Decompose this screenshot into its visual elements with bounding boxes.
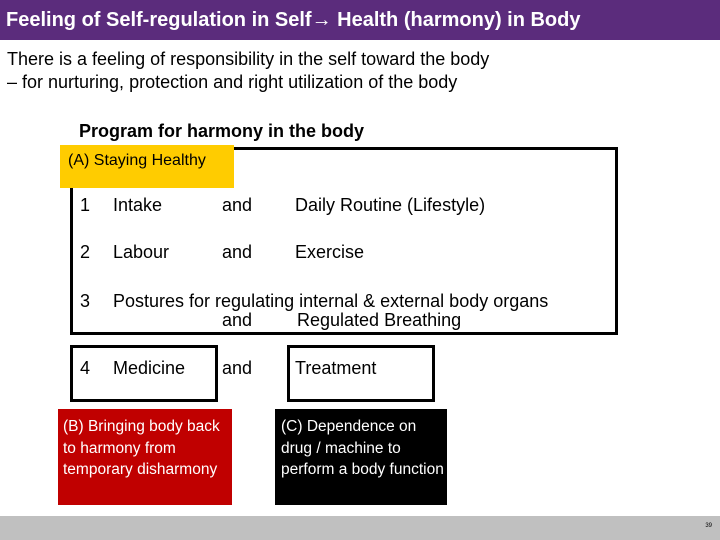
row-1-left: Intake — [113, 195, 163, 215]
row-2-and: and — [222, 242, 253, 262]
intro-line-2: – for nurturing, protection and right utilization of the body — [7, 72, 458, 92]
slide-title — [0, 0, 720, 40]
section-b-box: (B) Bringing body back to harmony from temporary disharmony — [58, 409, 232, 505]
row-4-left: Medicine — [113, 358, 186, 378]
row-4-number: 4 — [80, 358, 91, 378]
arrow-icon: → — [311, 9, 332, 31]
row-4-right: Treatment — [295, 358, 377, 378]
title-part-1: Feeling of Self-regulation in Self — [6, 9, 312, 31]
row-1-right: Daily Routine (Lifestyle) — [295, 195, 486, 215]
row-1-number: 1 — [80, 195, 91, 215]
row-3-and: and — [222, 310, 253, 330]
intro-text — [7, 48, 707, 94]
row-4-and: and — [222, 358, 253, 378]
program-heading: Program for harmony in the body — [79, 121, 365, 141]
section-c-box: (C) Dependence on drug / machine to perform a body function — [275, 409, 447, 505]
row-2-right: Exercise — [295, 242, 365, 262]
row-1-and: and — [222, 195, 253, 215]
footer-bar — [0, 516, 720, 540]
section-a-label: (A) Staying Healthy — [60, 145, 234, 188]
row-3-number: 3 — [80, 291, 91, 311]
intro-line-1: There is a feeling of responsibility in the self toward the body — [7, 49, 490, 69]
title-part-2: Health (harmony) in Body — [331, 9, 581, 31]
row-2-number: 2 — [80, 242, 91, 262]
row-3-right: Regulated Breathing — [297, 310, 462, 330]
page-number: 39 — [705, 523, 712, 529]
row-2-left: Labour — [113, 242, 170, 262]
row-3-left: Postures for regulating internal & external body organs — [113, 291, 549, 311]
